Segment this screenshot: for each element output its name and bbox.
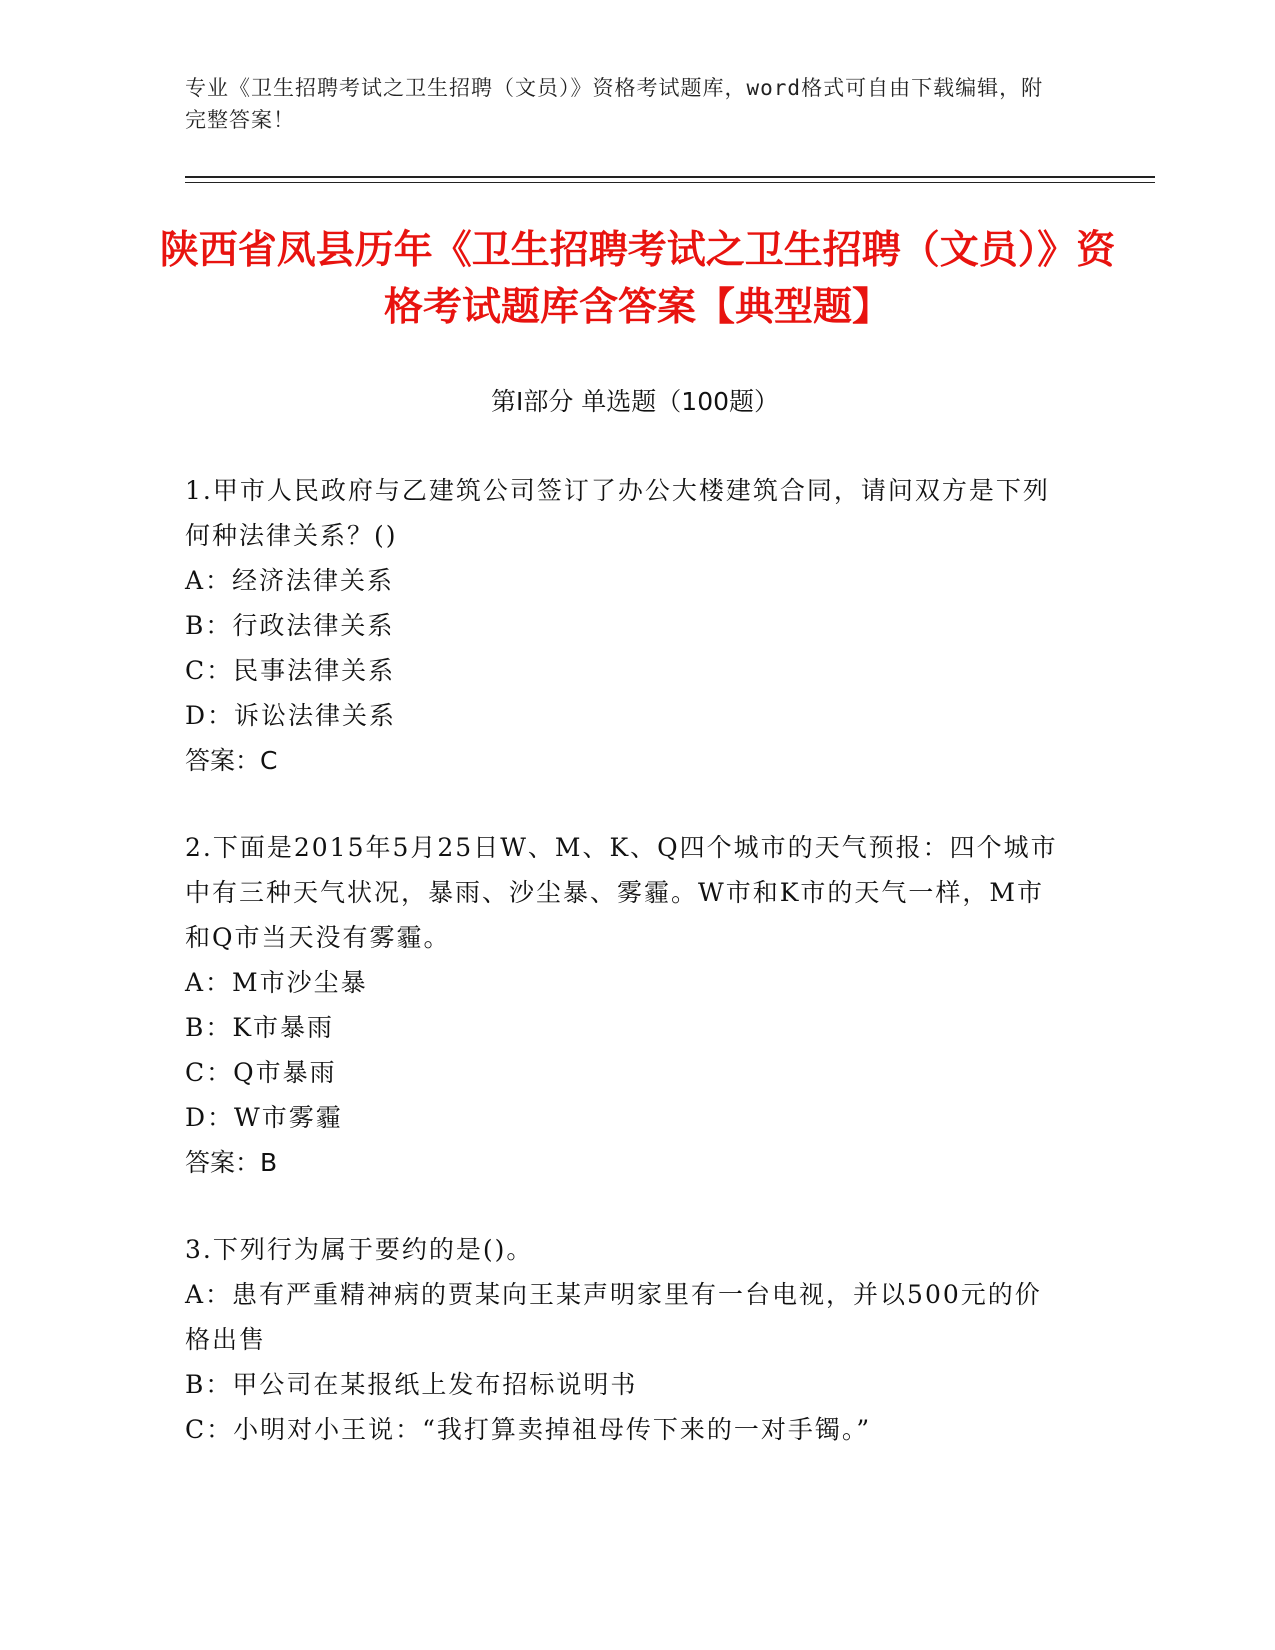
option-c: C：小明对小王说：“我打算卖掉祖母传下来的一对手镯。”: [185, 1415, 872, 1444]
section-heading: 第Ⅰ部分 单选题（100题）: [490, 387, 780, 416]
option-c: C：民事法律关系: [185, 656, 396, 685]
header-divider-thin: [185, 182, 1155, 183]
question-1: [185, 468, 1065, 783]
question-2: [185, 825, 1065, 1185]
option-a: A：M市沙尘暴: [185, 968, 368, 997]
option-a: A：患有严重精神病的贾某向王某声明家里有一台电视，并以500元的价格出售: [185, 1280, 1042, 1354]
option-d: D：W市雾霾: [185, 1103, 343, 1132]
option-b: B：行政法律关系: [185, 611, 395, 640]
question-stem: 1.甲市人民政府与乙建筑公司签订了办公大楼建筑合同，请问双方是下列何种法律关系？(): [185, 476, 1050, 550]
answer-text: 答案：C: [185, 746, 278, 775]
question-list: [185, 468, 1065, 1494]
option-b: B：K市暴雨: [185, 1013, 335, 1042]
option-d: D：诉讼法律关系: [185, 701, 397, 730]
option-b: B：甲公司在某报纸上发布招标说明书: [185, 1370, 638, 1399]
question-stem: 2.下面是2015年5月25日W、M、K、Q四个城市的天气预报：四个城市中有三种天气状况，暴雨、沙尘暴、雾霾。W市和K市的天气一样，M市和Q市当天没有雾霾。: [185, 833, 1058, 952]
header-note: 专业《卫生招聘考试之卫生招聘（文员）》资格考试题库，word格式可自由下载编辑，附完整答案！: [185, 76, 1044, 132]
document-title: 陕西省凤县历年《卫生招聘考试之卫生招聘（文员）》资格考试题库含答案【典型题】: [159, 228, 1116, 330]
question-3: [185, 1227, 1065, 1452]
option-c: C：Q市暴雨: [185, 1058, 337, 1087]
answer-text: 答案：B: [185, 1148, 278, 1177]
question-stem: 3.下列行为属于要约的是()。: [185, 1235, 534, 1264]
header-divider-thick: [185, 176, 1155, 178]
option-a: A：经济法律关系: [185, 566, 395, 595]
